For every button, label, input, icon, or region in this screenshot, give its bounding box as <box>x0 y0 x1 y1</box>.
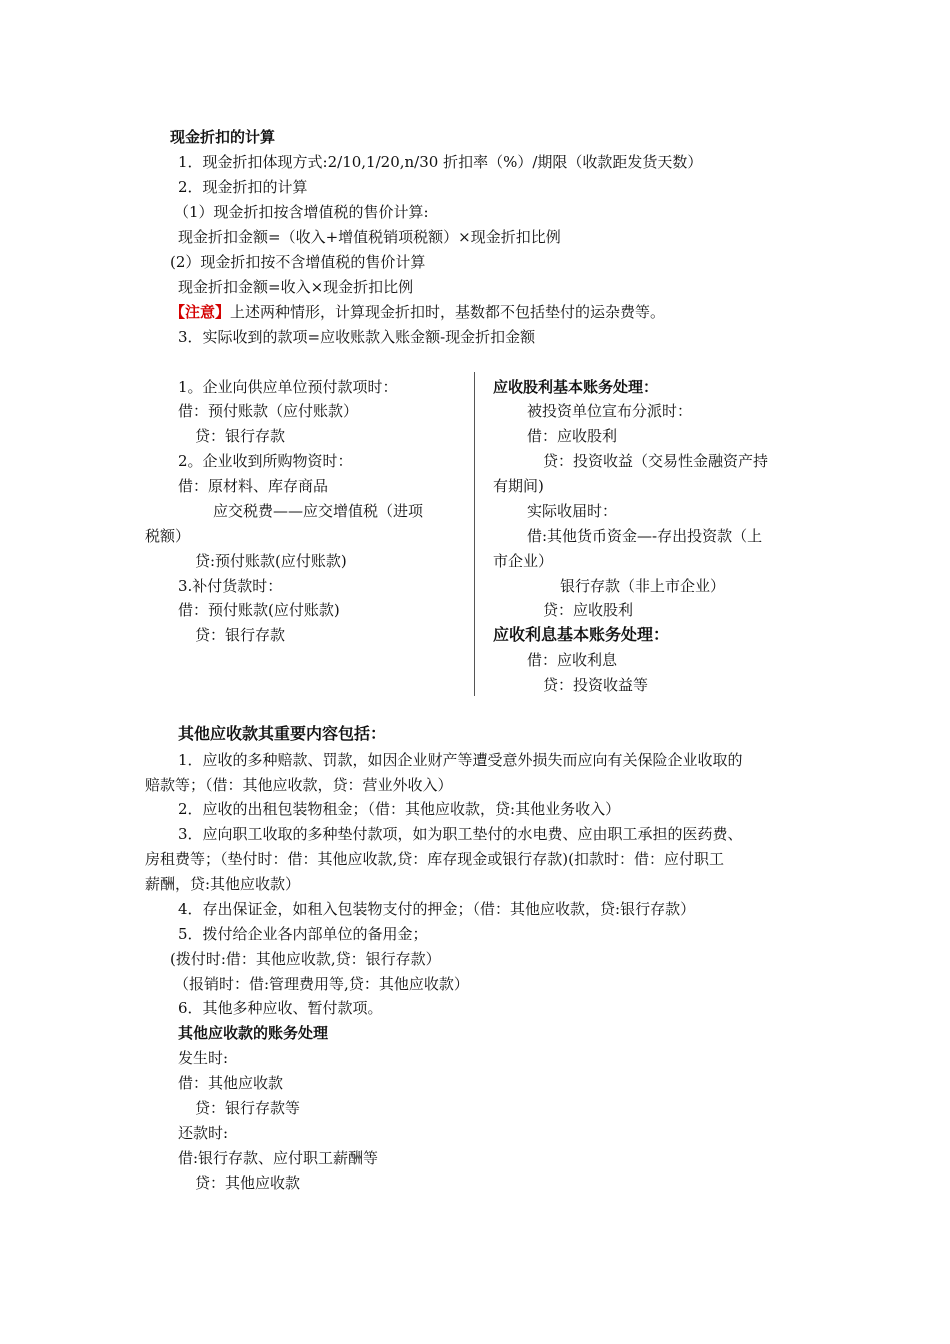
dividend-line-4: 有期间) <box>493 477 544 495</box>
prepaid-line-5: 借：原材料、库存商品 <box>178 477 329 495</box>
other-acct-line-6: 贷：其他应收款 <box>195 1174 301 1192</box>
other-line-3b: 房租费等；（垫付时：借：其他应收款,贷：库存现金或银行存款)(扣款时：借：应付职工 <box>145 850 724 868</box>
interest-line-2: 贷：投资收益等 <box>543 676 649 694</box>
other-acct-title: 其他应收款的账务处理 <box>178 1024 329 1042</box>
other-acct-line-3: 贷：银行存款等 <box>195 1099 301 1117</box>
note-text: 上述两种情形，计算现金折扣时，基数都不包括垫付的运杂费等。 <box>230 303 666 321</box>
dividend-title: 应收股利基本账务处理： <box>493 378 659 396</box>
discount-title: 现金折扣的计算 <box>170 128 276 146</box>
interest-line-1: 借：应收利息 <box>527 651 618 669</box>
other-line-1: 1．应收的多种赔款、罚款，如因企业财产等遭受意外损失而应向有关保险企业收取的 <box>178 751 743 769</box>
other-acct-line-4: 还款时: <box>178 1124 229 1142</box>
other-line-5: 5．拨付给企业各内部单位的备用金； <box>178 925 428 943</box>
prepaid-line-11: 贷：银行存款 <box>195 626 286 644</box>
dividend-line-2: 借：应收股利 <box>527 427 618 445</box>
other-line-1b: 赔款等；（借：其他应收款，贷：营业外收入） <box>145 776 453 794</box>
discount-line-1: 1．现金折扣体现方式:2/10,1/20,n/30 折扣率（%）/期限（收款距发货天数） <box>178 153 703 171</box>
dividend-line-8: 银行存款（非上市企业） <box>560 577 726 595</box>
dividend-line-6: 借:其他货币资金—-存出投资款（上 <box>527 527 763 545</box>
discount-line-5: (2）现金折扣按不含增值税的售价计算 <box>170 253 426 271</box>
other-line-4: 4．存出保证金，如租入包装物支付的押金；（借：其他应收款，贷:银行存款） <box>178 900 696 918</box>
discount-line-4: 现金折扣金额=（收入+增值税销项税额）×现金折扣比例 <box>178 228 561 246</box>
other-line-6: 6．其他多种应收、暂付款项。 <box>178 999 383 1017</box>
dividend-line-5: 实际收届时： <box>527 502 618 520</box>
prepaid-line-9: 3.补付货款时： <box>178 577 283 595</box>
other-line-5a: (拨付时:借：其他应收款,贷：银行存款） <box>170 950 441 968</box>
other-line-3c: 薪酬，贷:其他应收款） <box>145 875 301 893</box>
other-acct-line-2: 借：其他应收款 <box>178 1074 284 1092</box>
prepaid-line-3: 贷：银行存款 <box>195 427 286 445</box>
prepaid-line-1: 1。企业向供应单位预付款项时： <box>178 378 398 396</box>
dividend-line-7: 市企业） <box>493 552 554 570</box>
prepaid-line-4: 2。企业收到所购物资时： <box>178 452 353 470</box>
discount-line-3: （1）现金折扣按含增值税的售价计算: <box>174 203 429 221</box>
discount-line-7: 3．实际收到的款项=应收账款入账金额-现金折扣金额 <box>178 328 536 346</box>
other-line-2: 2．应收的出租包装物租金；（借：其他应收款，贷:其他业务收入） <box>178 800 621 818</box>
column-divider <box>474 372 475 696</box>
prepaid-line-10: 借：预付账款(应付账款) <box>178 601 340 619</box>
dividend-line-9: 贷：应收股利 <box>543 601 634 619</box>
other-acct-line-5: 借:银行存款、应付职工薪酬等 <box>178 1149 379 1167</box>
discount-line-6: 现金折扣金额=收入×现金折扣比例 <box>178 278 414 296</box>
other-acct-line-1: 发生时: <box>178 1049 229 1067</box>
discount-note <box>170 302 665 322</box>
prepaid-line-7: 税额） <box>145 527 191 545</box>
other-line-3: 3．应向职工收取的多种垫付款项，如为职工垫付的水电费、应由职工承担的医药费、 <box>178 825 743 843</box>
prepaid-line-8: 贷:预付账款(应付账款) <box>195 552 347 570</box>
other-line-5b: （报销时：借:管理费用等,贷：其他应收款） <box>174 975 469 993</box>
note-tag: 【注意】 <box>170 303 231 321</box>
other-title: 其他应收款其重要内容包括： <box>178 724 387 743</box>
discount-line-2: 2．现金折扣的计算 <box>178 178 308 196</box>
prepaid-line-6: 应交税费——应交增值税（进项 <box>213 502 424 520</box>
interest-title: 应收利息基本账务处理： <box>493 625 670 644</box>
dividend-line-3: 贷：投资收益（交易性金融资产持 <box>543 452 769 470</box>
dividend-line-1: 被投资单位宣布分派时： <box>527 402 693 420</box>
prepaid-line-2: 借：预付账款（应付账款） <box>178 402 359 420</box>
